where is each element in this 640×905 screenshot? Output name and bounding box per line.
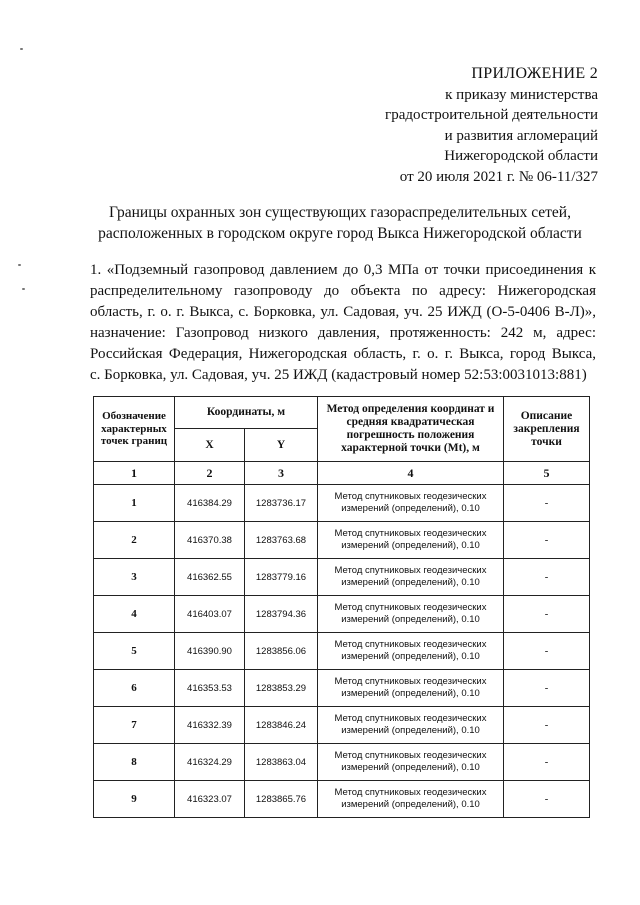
- table-row: [94, 485, 590, 522]
- scan-speck: [20, 48, 23, 50]
- description-cell: -: [504, 596, 590, 633]
- coord-y: 1283794.36: [245, 596, 318, 633]
- table-row: [94, 744, 590, 781]
- coord-x: 416323.07: [175, 781, 245, 818]
- header-y: Y: [245, 429, 318, 462]
- column-index: 3: [245, 462, 318, 485]
- header-line: и развития агломераций: [444, 127, 598, 144]
- method-cell: Метод спутниковых геодезических измерений (определений), 0.10: [318, 522, 504, 559]
- point-number: 7: [94, 707, 175, 744]
- method-cell: Метод спутниковых геодезических измерений (определений), 0.10: [318, 596, 504, 633]
- header-point-designation: Обозначение характерных точек границ: [94, 397, 175, 462]
- paragraph-line: распределительному газопроводу до объекта по адресу: Нижегородская: [90, 283, 596, 299]
- point-number: 6: [94, 670, 175, 707]
- column-index: 4: [318, 462, 504, 485]
- point-number: 9: [94, 781, 175, 818]
- paragraph-line: Российская Федерация, Нижегородская область, г. о. г. Выкса, город Выкса,: [90, 346, 596, 362]
- point-number: 4: [94, 596, 175, 633]
- point-number: 1: [94, 485, 175, 522]
- coord-y: 1283865.76: [245, 781, 318, 818]
- header-line: Нижегородской области: [444, 148, 598, 164]
- header-coordinates: Координаты, м: [175, 397, 318, 429]
- header-line: градостроительной деятельности: [385, 107, 598, 123]
- description-cell: -: [504, 670, 590, 707]
- appendix-header: [385, 64, 598, 187]
- table-row: [94, 670, 590, 707]
- object-description: [90, 260, 596, 386]
- coord-y: 1283856.06: [245, 633, 318, 670]
- method-cell: Метод спутниковых геодезических измерений (определений), 0.10: [318, 781, 504, 818]
- coord-y: 1283853.29: [245, 670, 318, 707]
- column-index: 1: [94, 462, 175, 485]
- method-cell: Метод спутниковых геодезических измерений (определений), 0.10: [318, 485, 504, 522]
- header-description: Описание закрепления точки: [504, 397, 590, 462]
- description-cell: -: [504, 559, 590, 596]
- coord-x: 416324.29: [175, 744, 245, 781]
- coord-x: 416403.07: [175, 596, 245, 633]
- description-cell: -: [504, 633, 590, 670]
- method-cell: Метод спутниковых геодезических измерений (определений), 0.10: [318, 670, 504, 707]
- scan-speck: [18, 264, 21, 266]
- table-row: [94, 707, 590, 744]
- header-x: X: [175, 429, 245, 462]
- column-index-row: [94, 462, 590, 485]
- method-cell: Метод спутниковых геодезических измерений (определений), 0.10: [318, 707, 504, 744]
- table-row: [94, 781, 590, 818]
- title-line: Границы охранных зон существующих газораспределительных сетей,: [109, 204, 571, 221]
- title-line: расположенных в городском округе город Выкса Нижегородской области: [98, 225, 582, 242]
- scan-speck: [22, 288, 25, 290]
- paragraph-line: область, г. о. г. Выкса, с. Борковка, ул. Садовая, уч. 25 ИЖД (О-5-0406 В-Л)»,: [90, 304, 596, 320]
- coord-y: 1283763.68: [245, 522, 318, 559]
- appendix-number: ПРИЛОЖЕНИЕ 2: [471, 65, 598, 82]
- table-row: [94, 522, 590, 559]
- paragraph-line: с. Борковка, ул. Садовая, уч. 25 ИЖД (кадастровый номер 52:53:0031013:881): [90, 367, 587, 383]
- coord-y: 1283846.24: [245, 707, 318, 744]
- coordinates-table: [93, 396, 590, 818]
- paragraph-line: назначение: Газопровод низкого давления, протяженность: 242 м, адрес:: [90, 325, 596, 341]
- method-cell: Метод спутниковых геодезических измерений (определений), 0.10: [318, 633, 504, 670]
- description-cell: -: [504, 485, 590, 522]
- table-row: [94, 633, 590, 670]
- table-row: [94, 596, 590, 633]
- method-cell: Метод спутниковых геодезических измерений (определений), 0.10: [318, 744, 504, 781]
- order-date-number: от 20 июля 2021 г. № 06-11/327: [399, 168, 598, 185]
- paragraph-line: 1. «Подземный газопровод давлением до 0,3 МПа от точки присоединения к: [90, 262, 596, 278]
- method-cell: Метод спутниковых геодезических измерений (определений), 0.10: [318, 559, 504, 596]
- column-index: 2: [175, 462, 245, 485]
- header-method: Метод определения координат и средняя квадратическая погрешность положения характерной точки (Mt), м: [318, 397, 504, 462]
- coord-x: 416362.55: [175, 559, 245, 596]
- description-cell: -: [504, 781, 590, 818]
- coord-x: 416370.38: [175, 522, 245, 559]
- point-number: 3: [94, 559, 175, 596]
- table-row: [94, 559, 590, 596]
- coord-y: 1283863.04: [245, 744, 318, 781]
- coord-y: 1283779.16: [245, 559, 318, 596]
- description-cell: -: [504, 744, 590, 781]
- coord-y: 1283736.17: [245, 485, 318, 522]
- point-number: 5: [94, 633, 175, 670]
- document-title: [60, 202, 620, 244]
- coord-x: 416390.90: [175, 633, 245, 670]
- column-index: 5: [504, 462, 590, 485]
- coord-x: 416332.39: [175, 707, 245, 744]
- description-cell: -: [504, 707, 590, 744]
- coord-x: 416384.29: [175, 485, 245, 522]
- coord-x: 416353.53: [175, 670, 245, 707]
- description-cell: -: [504, 522, 590, 559]
- point-number: 2: [94, 522, 175, 559]
- point-number: 8: [94, 744, 175, 781]
- header-line: к приказу министерства: [445, 86, 598, 103]
